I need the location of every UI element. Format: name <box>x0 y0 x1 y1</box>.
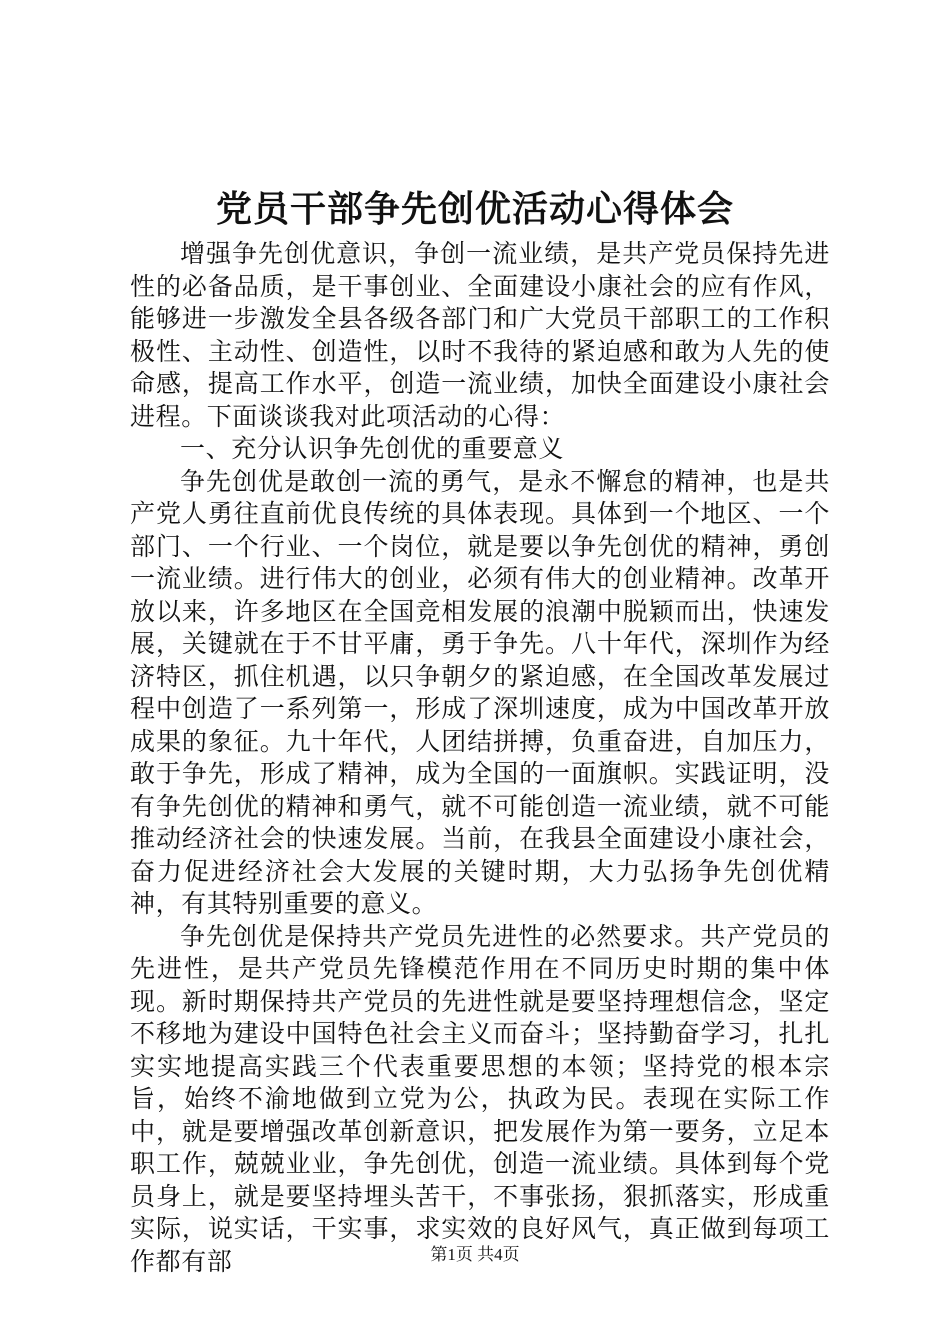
document-body <box>130 238 830 1278</box>
page-footer: 第1页 共4页 <box>430 1245 520 1264</box>
paragraph-advancement: 争先创优是保持共产党员先进性的必然要求。共产党员的先进性，是共产党员先锋模范作用在不同历史时期的集中体现。新时期保持共产党员的先进性就是要坚持理想信念，坚定不移地为建设中国特色社会主义而奋斗；坚持勤奋学习，扎扎实实地提高实践三个代表重要思想的本领；坚持党的根本宗旨，始终不渝地做到立党为公，执政为民。表现在实际工作中，就是要增强改革创新意识，把发展作为第一要务，立足本职工作，兢兢业业，争先创优，创造一流业绩。具体到每个党员身上，就是要坚持埋头苦干，不事张扬，狠抓落实，形成重实际，说实话，干实事，求实效的良好风气，真正做到每项工作都有部 <box>130 921 830 1276</box>
section-heading: 一、充分认识争先创优的重要意义 <box>180 434 565 463</box>
paragraph-intro: 增强争先创优意识，争创一流业绩，是共产党员保持先进性的必备品质，是干事创业、全面建设小康社会的应有作风，能够进一步激发全县各级各部门和广大党员干部职工的工作积极性、主动性、创造性，以时不我待的紧迫感和敢为人先的使命感，提高工作水平，创造一流业绩，加快全面建设小康社会进程。下面谈谈我对此项活动的心得： <box>130 239 830 431</box>
page-title: 党员干部争先创优活动心得体会 <box>215 188 734 230</box>
paragraph-significance: 争先创优是敢创一流的勇气，是永不懈怠的精神，也是共产党人勇往直前优良传统的具体表现。具体到一个地区、一个部门、一个行业、一个岗位，就是要以争先创优的精神，勇创一流业绩。进行伟大的创业，必须有伟大的创业精神。改革开放以来，许多地区在全国竞相发展的浪潮中脱颖而出，快速发展，关键就在于不甘平庸，勇于争先。八十年代，深圳作为经济特区，抓住机遇，以只争朝夕的紧迫感，在全国改革发展过程中创造了一系列第一，形成了深圳速度，成为中国改革开放成果的象征。九十年代，人团结拼搏，负重奋进，自加压力，敢于争先，形成了精神，成为全国的一面旗帜。实践证明，没有争先创优的精神和勇气，就不可能创造一流业绩，就不可能推动经济社会的快速发展。当前，在我县全面建设小康社会，奋力促进经济社会大发展的关键时期，大力弘扬争先创优精神，有其特别重要的意义。 <box>130 466 830 918</box>
